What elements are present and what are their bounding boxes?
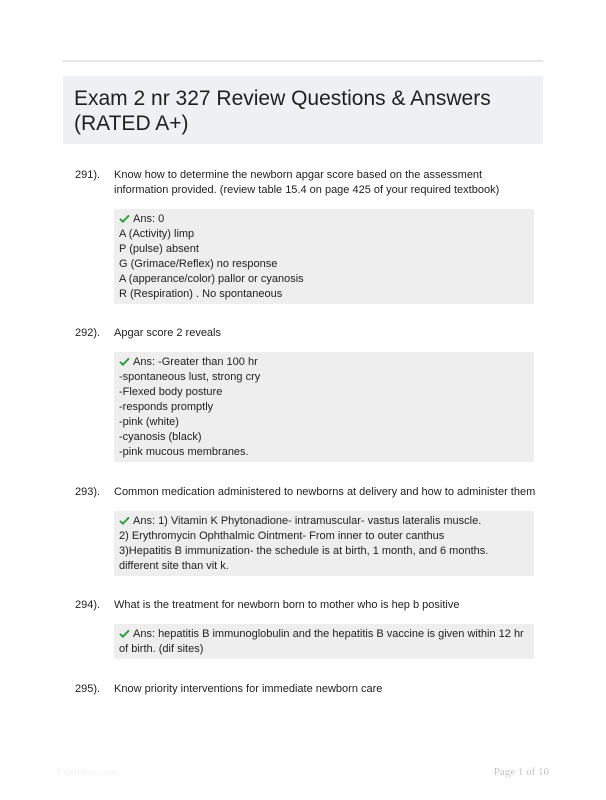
answer-line bbox=[119, 627, 528, 657]
answer-box bbox=[114, 511, 534, 576]
answer-line: 3)Hepatitis B immunization- the schedule is at birth, 1 month, and 6 months. different site than vit k. bbox=[119, 545, 489, 572]
question-text: Know priority interventions for immediate newborn care bbox=[114, 683, 383, 695]
question-number: 292). bbox=[75, 327, 101, 339]
answer-box bbox=[114, 352, 534, 462]
answer-line: -responds promptly bbox=[119, 401, 214, 413]
answer-line: R (Respiration) . No spontaneous bbox=[119, 288, 283, 300]
question-number: 295). bbox=[75, 683, 101, 695]
answer-box bbox=[114, 624, 534, 659]
answer-line bbox=[119, 355, 528, 370]
answer-text: Ans: 1) Vitamin K Phytonadione- intramuscular- vastus lateralis muscle. bbox=[133, 515, 482, 527]
answer-line: -Flexed body posture bbox=[119, 386, 223, 398]
question-text: Know how to determine the newborn apgar score based on the assessment information provided. (review table 15.4 on page 425 of your required textbook) bbox=[114, 169, 500, 196]
question-number: 294). bbox=[75, 599, 101, 611]
answer-text: Ans: 0 bbox=[133, 213, 165, 225]
answer-line: 2) Erythromycin Ophthalmic Ointment- From inner to outer canthus bbox=[119, 530, 445, 542]
question-text: What is the treatment for newborn born to mother who is hep b positive bbox=[114, 599, 460, 611]
question-number: 293). bbox=[75, 486, 101, 498]
answer-text: Ans: -Greater than 100 hr bbox=[133, 356, 258, 368]
title-banner bbox=[63, 76, 543, 144]
page-title: Exam 2 nr 327 Review Questions & Answers (RATED A+) bbox=[74, 87, 491, 135]
answer-line: -pink mucous membranes. bbox=[119, 446, 249, 458]
answer-line: -pink (white) bbox=[119, 416, 179, 428]
question-number: 291). bbox=[75, 169, 101, 181]
answer-line bbox=[119, 514, 528, 529]
answer-line: -spontaneous lust, strong cry bbox=[119, 371, 261, 383]
answer-text: Ans: hepatitis B immunoglobulin and the hepatitis B vaccine is given within 12 hr of birth. (dif sites) bbox=[119, 628, 524, 655]
question-text: Apgar score 2 reveals bbox=[114, 327, 221, 339]
answer-box bbox=[114, 209, 534, 304]
answer-line: A (apperance/color) pallor or cyanosis bbox=[119, 273, 304, 285]
footer-watermark: Paperlibrary.com bbox=[57, 767, 119, 777]
check-icon bbox=[119, 516, 130, 525]
answer-line bbox=[119, 212, 528, 227]
answer-line: G (Grimace/Reflex) no response bbox=[119, 258, 278, 270]
page-indicator: Page 1 of 10 bbox=[493, 766, 549, 778]
check-icon bbox=[119, 357, 130, 366]
answer-line: P (pulse) absent bbox=[119, 243, 199, 255]
check-icon bbox=[119, 629, 130, 638]
answer-line: A (Activity) limp bbox=[119, 228, 195, 240]
question-text: Common medication administered to newborns at delivery and how to administer them bbox=[114, 486, 536, 498]
top-divider bbox=[63, 60, 543, 62]
check-icon bbox=[119, 214, 130, 223]
answer-line: -cyanosis (black) bbox=[119, 431, 202, 443]
